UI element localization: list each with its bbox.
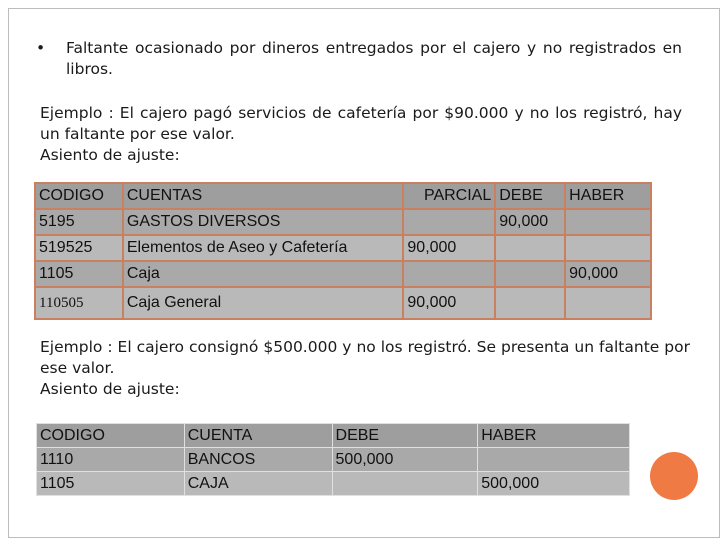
table-cell: BANCOS — [184, 448, 332, 472]
table-cell — [332, 472, 478, 496]
header-cell: CUENTAS — [123, 183, 404, 209]
table-cell: 90,000 — [495, 209, 565, 235]
example-1-text: Ejemplo : El cajero pagó servicios de cafetería por $90.000 y no los registró, hay un faltante por ese valor. — [40, 104, 682, 143]
table-cell: GASTOS DIVERSOS — [123, 209, 404, 235]
table-cell: 90,000 — [403, 235, 495, 261]
table-header-row — [37, 424, 630, 448]
table-cell — [478, 448, 630, 472]
table-cell — [565, 287, 651, 319]
header-cell: DEBE — [495, 183, 565, 209]
table-cell: Elementos de Aseo y Cafetería — [123, 235, 404, 261]
bullet-dot-icon: • — [36, 39, 46, 57]
header-cell: CODIGO — [35, 183, 123, 209]
table-cell — [565, 235, 651, 261]
table-row — [37, 472, 630, 496]
journal-table-1 — [34, 182, 652, 320]
table-cell: 1105 — [37, 472, 185, 496]
table-cell — [495, 287, 565, 319]
table-cell: CAJA — [184, 472, 332, 496]
table-header-row — [35, 183, 651, 209]
table-cell: Caja General — [123, 287, 404, 319]
table-cell — [403, 261, 495, 287]
table-row — [35, 235, 651, 261]
table-cell: 1105 — [35, 261, 123, 287]
journal-table-2 — [36, 423, 630, 496]
table-cell — [565, 209, 651, 235]
example-2-subtitle: Asiento de ajuste: — [40, 380, 180, 398]
table-cell: Caja — [123, 261, 404, 287]
table-cell: 519525 — [35, 235, 123, 261]
example-2 — [40, 337, 690, 400]
decorative-circle-icon — [650, 452, 698, 500]
table-cell: 5195 — [35, 209, 123, 235]
table-row — [35, 261, 651, 287]
table-cell: 110505 — [35, 287, 123, 319]
table-cell: 1110 — [37, 448, 185, 472]
bullet-item — [36, 38, 682, 80]
header-cell: CODIGO — [37, 424, 185, 448]
table-row — [35, 287, 651, 319]
table-cell: 90,000 — [565, 261, 651, 287]
header-cell: CUENTA — [184, 424, 332, 448]
example-2-text: Ejemplo : El cajero consignó $500.000 y no los registró. Se presenta un faltante por ese valor. — [40, 338, 690, 377]
header-cell: HABER — [478, 424, 630, 448]
table-cell — [495, 261, 565, 287]
table-cell: 90,000 — [403, 287, 495, 319]
header-cell: DEBE — [332, 424, 478, 448]
table-cell — [403, 209, 495, 235]
table-cell: 500,000 — [332, 448, 478, 472]
table-row — [35, 209, 651, 235]
table-row — [37, 448, 630, 472]
header-cell: PARCIAL — [403, 183, 495, 209]
example-1-subtitle: Asiento de ajuste: — [40, 146, 180, 164]
header-cell: HABER — [565, 183, 651, 209]
table-cell: 500,000 — [478, 472, 630, 496]
bullet-text: Faltante ocasionado por dineros entregados por el cajero y no registrados en libros. — [66, 39, 682, 78]
table-cell — [495, 235, 565, 261]
example-1 — [40, 103, 682, 166]
